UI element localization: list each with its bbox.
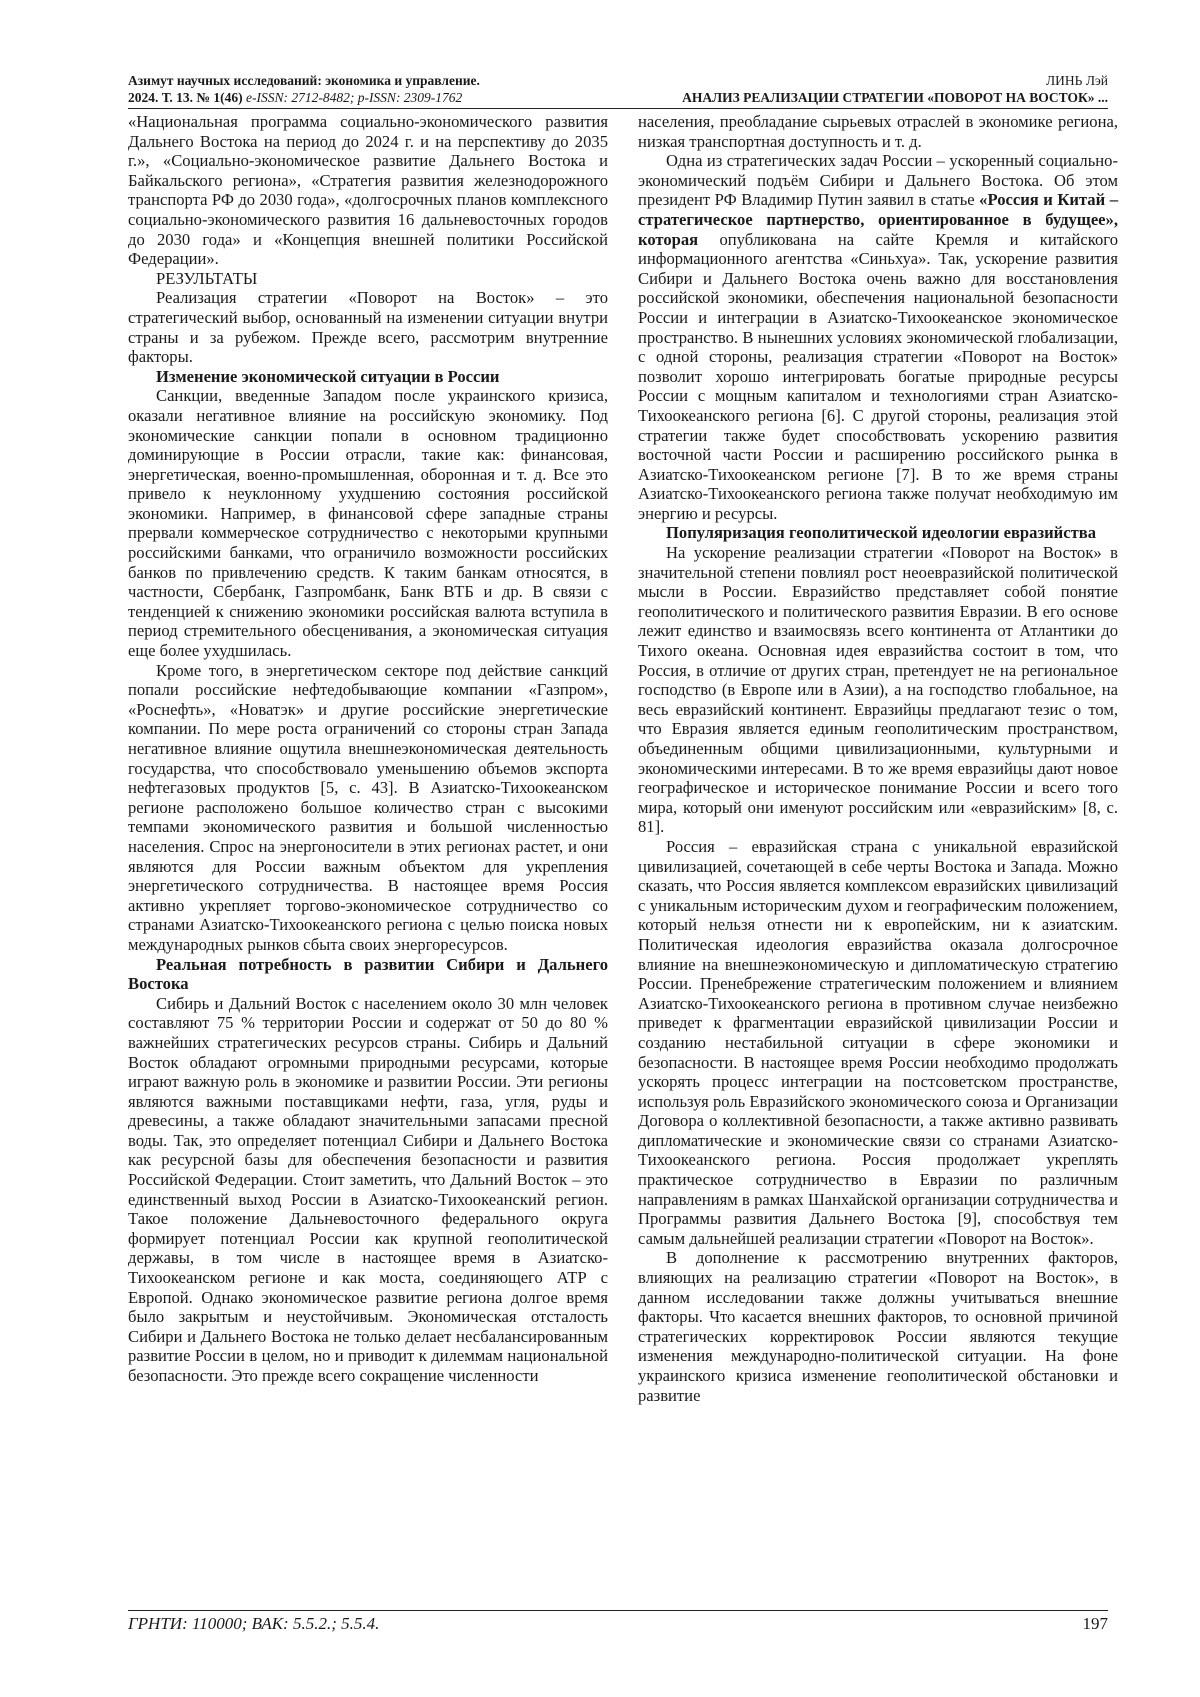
paragraph: Россия – евразийская страна с уникальной евразийской цивилизацией, сочетающей в себе черты Востока и Запада. Можно сказать, что Россия является комплексом евразийских цивилизаций с уникальным историческим духом и географическим положением, который нельзя отнести ни к европейским, ни к азиатским. Политическая идеология евразийства оказала долгосрочное влияние на внешнеэкономическую и дипломатическую стратегию России. Пренебрежение стратегическим положением и влиянием Азиатско-Тихоокеанского региона в противном случае неизбежно приведет к фрагментации евразийской цивилизации России и созданию нестабильной ситуации в сфере экономики и безопасности. В настоящее время России необходимо продолжать ускорять процесс интеграции на постсоветском пространстве, используя роль Евразийского экономического союза и Организации Договора о коллективной безопасности, а также активно развивать дипломатические и экономические связи со странами Азиатско-Тихоокеанского региона. Россия продолжает укреплять практическое сотрудничество в Евразии по различным направлениям в рамках Шанхайской организации сотрудничества и Программы развития Дальнего Востока [9], способствуя тем самым дальнейшей реализации стратегии «Поворот на Восток». — [638, 836, 1118, 1248]
classification-codes: ГРНТИ: 110000; ВАК: 5.5.2.; 5.5.4. — [128, 1614, 380, 1633]
journal-issn: e-ISSN: 2712-8482; p-ISSN: 2309-1762 — [245, 90, 463, 105]
paragraph: Кроме того, в энергетическом секторе под действие санкций попали российские нефтедобывающие компании «Газпром», «Роснефть», «Новатэк» и другие российские энергетические компании. По мере роста ограничений со стороны стран Запада негативное влияние ощутила внешнеэкономическая деятельность государства, что способствовало уменьшению объемов экспорта нефтегазовых продуктов [5, с. 43]. В Азиатско-Тихоокеанском регионе расположено большое количество стран с высокими темпами экономического развития и большой численностью населения. Спрос на энергоносители в этих регионах растет, и они являются для России важным объектом для укрепления энергетического сотрудничества. В настоящее время Россия активно укрепляет торгово-экономическое сотрудничество со странами Азиатско-Тихоокеанского региона с целью поиска новых международных рынков сбыта своих энергоресурсов. — [128, 660, 608, 954]
paragraph: На ускорение реализации стратегии «Поворот на Восток» в значительной степени повлиял рост неоевразийской политической мысли в России. Евразийство представляет собой понятие геополитического и политического развития Евразии. В его основе лежит единство и взаимосвязь всего континента от Атлантики до Тихого океана. Основная идея евразийства состоит в том, что Россия, в отличие от других стран, претендует не на региональное господство (в Европе или в Азии), а на господство глобальное, на весь евразийский континент. Евразийцы предлагают тезис о том, что Евразия является единым геополитическим пространством, объединенным общими цивилизационными, культурными и экономическими интересами. В то же время евразийцы дают новое географическое и историческое понимание России и всего того мира, который они именуют российским или «евразийским» [8, с. 81]. — [638, 543, 1118, 837]
text-run: Одна из стратегических задач России – ускоренный социально-экономический подъём Сибири и Дальнего Востока. Об этом президент РФ Владимир Путин заявил в статье — [638, 151, 1118, 210]
article-header — [548, 72, 1108, 106]
text-run: опубликована на сайте Кремля и китайского информационного агентства «Синьхуа». Так, ускорение развития Сибири и Дальнего Востока очень важно для восстановления российской экономики, обеспечения национальной безопасности России и интеграции в Азиатско-Тихоокеанское экономическое пространство. В нынешних условиях экономической глобализации, с одной стороны, реализация стратегии «Поворот на Восток» позволит хорошо интегрировать богатые природные ресурсы России с мощным капиталом и технологиями стран Азиатско-Тихоокеанского региона [6]. С другой стороны, реализация этой стратегии также будет способствовать ускорению развития восточной части России и расширению российского рынка в Азиатско-Тихоокеанском регионе [7]. В то же время страны Азиатско-Тихоокеанского региона также получат необходимую им энергию и ресурсы. — [638, 229, 1118, 523]
page-number: 197 — [1082, 1614, 1108, 1633]
section-heading: Изменение экономической ситуации в России — [156, 366, 500, 386]
paragraph — [638, 151, 1118, 523]
left-column — [128, 112, 608, 1386]
article-running-title: АНАЛИЗ РЕАЛИЗАЦИИ СТРАТЕГИИ «ПОВОРОТ НА ВОСТОК» ... — [682, 90, 1108, 105]
paragraph: Санкции, введенные Западом после украинского кризиса, оказали негативное влияние на российскую экономику. Под экономические санкции попали в основном традиционно доминирующие в России отрасли, такие как: финансовая, энергетическая, военно-промышленная, оборонная и т. д. Все это привело к неуклонному ухудшению состояния российской экономики. Например, в финансовой сфере западные страны прервали коммерческое сотрудничество с некоторыми крупными российскими банками, что ограничило возможности российских банков по привлечению средств. К таким банкам относятся, в частности, Сбербанк, Газпромбанк, Банк ВТБ и др. В связи с тенденцией к снижению экономики российская валюта вступила в период стремительного обесценивания, а экономическая ситуация еще более ухудшилась. — [128, 386, 608, 661]
journal-name: Азимут научных исследований: экономика и управление. — [128, 73, 480, 88]
journal-volume: 2024. Т. 13. № 1(46) — [128, 90, 243, 105]
article-author: ЛИНЬ Лэй — [1046, 73, 1108, 88]
section-heading: Реальная потребность в развитии Сибири и Дальнего Востока — [128, 954, 608, 994]
results-heading: РЕЗУЛЬТАТЫ — [156, 268, 258, 288]
right-column — [638, 112, 1118, 1405]
paragraph: Реализация стратегии «Поворот на Восток» – это стратегический выбор, основанный на изменении ситуации внутри страны и за рубежом. Прежде всего, рассмотрим внутренние факторы. — [128, 288, 608, 367]
footer-divider — [128, 1610, 1108, 1611]
header-divider — [128, 108, 1108, 109]
paragraph: населения, преобладание сырьевых отраслей в экономике региона, низкая транспортная доступность и т. д. — [638, 112, 1118, 151]
section-heading: Популяризация геополитической идеологии евразийства — [666, 523, 1097, 543]
paragraph: В дополнение к рассмотрению внутренних факторов, влияющих на реализацию стратегии «Поворот на Восток», в данном исследовании также должны учитываться внешние факторы. Что касается внешних факторов, то основной причиной стратегических корректировок России являются текущие изменения международно-политической ситуации. На фоне украинского кризиса изменение геополитической обстановки и развитие — [638, 1248, 1118, 1405]
paragraph: «Национальная программа социально-экономического развития Дальнего Востока на период до 2024 г. и на перспективу до 2035 г.», «Социально-экономическое развитие Дальнего Востока и Байкальского региона», «Стратегия развития железнодорожного транспорта РФ до 2030 года», «долгосрочных планов комплексного социально-экономического развития 16 дальневосточных городов до 2030 года» и «Концепция внешней политики Российской Федерации». — [128, 112, 608, 269]
article-title-citation: «Россия и Китай – стратегическое партнерство, ориентированное в будущее», которая — [638, 190, 1118, 249]
paragraph: Сибирь и Дальний Восток с населением около 30 млн человек составляют 75 % территории России и содержат от 50 до 80 % важнейших стратегических ресурсов страны. Сибирь и Дальний Восток обладают огромными природными ресурсами, которые играют важную роль в экономике и развитии России. Эти регионы являются важными поставщиками нефти, газа, угля, руды и древесины, а также обладают значительными запасами пресной воды. Так, это определяет потенциал Сибири и Дальнего Востока как ресурсной базы для обеспечения безопасности и развития Российской Федерации. Стоит заметить, что Дальний Восток – это единственный выход России в Азиатско-Тихоокеанский регион. Такое положение Дальневосточного федерального округа формирует потенциал России как крупной геополитической державы, в том числе в настоящее время в Азиатско-Тихоокеанском регионе и как моста, соединяющего АТР с Европой. Однако экономическое развитие региона долгое время было закрытым и неустойчивым. Экономическая отсталость Сибири и Дальнего Востока не только делает несбалансированным развитие России в целом, но и приводит к дилеммам национальной безопасности. Это прежде всего сокращение численности — [128, 993, 608, 1385]
